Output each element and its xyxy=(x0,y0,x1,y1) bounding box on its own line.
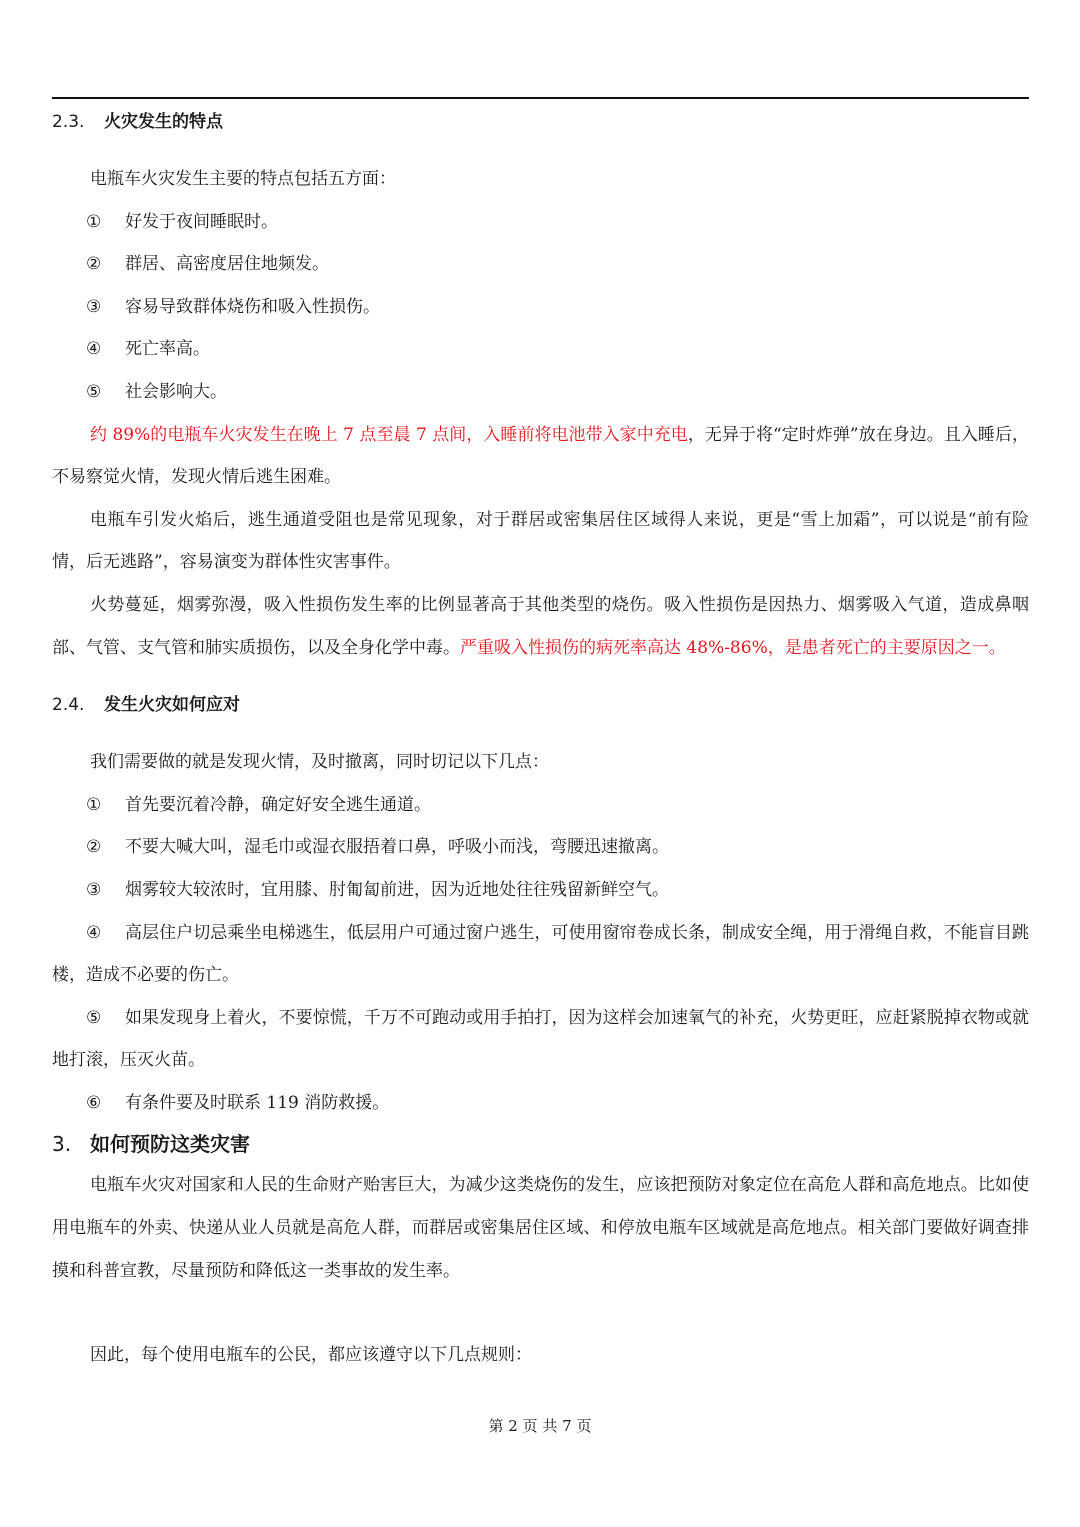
list-marker: ③ xyxy=(86,296,102,317)
list-item xyxy=(52,997,1029,1082)
list-item xyxy=(52,826,1029,869)
section-heading xyxy=(52,1124,1029,1164)
list-item-text: 容易导致群体烧伤和吸入性损伤。 xyxy=(125,296,380,317)
section-heading xyxy=(52,685,1029,725)
body-paragraph: 电瓶车火灾对国家和人民的生命财产贻害巨大，为减少这类烧伤的发生，应该把预防对象定位在高危人群和高危地点。比如使用电瓶车的外卖、快递从业人员就是高危人群，而群居或密集居住区域、和停放电瓶车区域就是高危地点。相关部门要做好调查排摸和科普宣教，尽量预防和降低这一类事故的发生率。 xyxy=(52,1175,1029,1281)
section-title: 如何预防这类灾害 xyxy=(90,1132,250,1157)
paragraph-text: 火势蔓延，烟雾弥漫，吸入性损伤发生率的比例显著高于其他类型的烧伤。吸入性损伤是因热力、烟雾吸入气道，造成鼻咽部、气管、支气管和肺实质损伤，以及全身化学中毒。 xyxy=(52,594,1029,658)
list-item xyxy=(52,912,1029,997)
list-marker: ⑤ xyxy=(86,1007,102,1028)
body-paragraph xyxy=(52,414,1029,499)
list-marker: ② xyxy=(86,254,102,275)
list-marker: ② xyxy=(86,837,102,858)
list-item xyxy=(52,869,1029,912)
list-marker: ④ xyxy=(86,339,102,360)
list-marker: ① xyxy=(86,794,102,815)
list-marker: ③ xyxy=(86,879,102,900)
list-item-text: 死亡率高。 xyxy=(125,339,210,360)
list-item-text: 烟雾较大较浓时，宜用膝、肘匍匐前进，因为近地处往往残留新鲜空气。 xyxy=(125,879,669,900)
intro-paragraph: 电瓶车火灾发生主要的特点包括五方面： xyxy=(90,169,396,189)
page-footer: 第 2 页 共 7 页 xyxy=(488,1417,592,1435)
list-marker: ① xyxy=(86,211,102,232)
list-item-text: 不要大喊大叫，湿毛巾或湿衣服捂着口鼻，呼吸小而浅，弯腰迅速撤离。 xyxy=(125,837,669,858)
list-marker: ⑥ xyxy=(86,1092,102,1113)
list-item xyxy=(52,243,1029,286)
document-body xyxy=(52,102,1029,1377)
list-item-text: 首先要沉着冷静，确定好安全逃生通道。 xyxy=(125,794,431,815)
list-marker: ⑤ xyxy=(86,381,102,402)
section-number: 3. xyxy=(52,1132,72,1157)
body-paragraph xyxy=(52,584,1029,669)
paragraph-text: ，无异于将“定时炸弹”放在身边。且入睡后，不易察觉火情，发现火情后逃生困难。 xyxy=(52,424,1030,488)
highlighted-text: 约 89%的电瓶车火灾发生在晚上 7 点至晨 7 点间，入睡前将电池带入家中充电 xyxy=(90,424,688,445)
list-item-text: 有条件要及时联系 119 消防救援。 xyxy=(125,1092,390,1113)
header-rule xyxy=(52,97,1029,99)
section-title: 发生火灾如何应对 xyxy=(104,695,240,716)
list-item xyxy=(52,784,1029,827)
list-item xyxy=(52,201,1029,244)
section-number: 2.3. xyxy=(52,112,85,132)
list-item-text: 高层住户切忌乘坐电梯逃生，低层用户可通过窗户逃生，可使用窗帘卷成长条，制成安全绳，用于滑绳自救，不能盲目跳楼，造成不必要的伤亡。 xyxy=(52,922,1029,986)
section-number: 2.4. xyxy=(52,695,85,716)
list-marker: ④ xyxy=(86,922,102,943)
list-item xyxy=(52,328,1029,371)
list-item-text: 社会影响大。 xyxy=(125,381,227,402)
section-heading xyxy=(52,102,1029,142)
body-paragraph: 电瓶车引发火焰后，逃生通道受阻也是常见现象，对于群居或密集居住区域得人来说，更是“雪上加霜”，可以说是“前有险情，后无逃路”，容易演变为群体性灾害事件。 xyxy=(52,509,1029,573)
highlighted-text: 严重吸入性损伤的病死率高达 48%-86%，是患者死亡的主要原因之一。 xyxy=(460,637,1006,658)
list-item xyxy=(52,286,1029,329)
list-item xyxy=(52,371,1029,414)
section-title: 火灾发生的特点 xyxy=(104,112,223,132)
body-paragraph: 因此，每个使用电瓶车的公民，都应该遵守以下几点规则： xyxy=(90,1345,532,1366)
list-item-text: 如果发现身上着火，不要惊慌，千万不可跑动或用手拍打，因为这样会加速氧气的补充，火势更旺，应赶紧脱掉衣物或就地打滚，压灭火苗。 xyxy=(52,1007,1029,1071)
list-item-text: 群居、高密度居住地频发。 xyxy=(125,254,329,275)
list-item xyxy=(52,1082,1029,1125)
intro-paragraph: 我们需要做的就是发现火情，及时撤离，同时切记以下几点： xyxy=(90,752,549,773)
list-item-text: 好发于夜间睡眠时。 xyxy=(125,211,278,232)
